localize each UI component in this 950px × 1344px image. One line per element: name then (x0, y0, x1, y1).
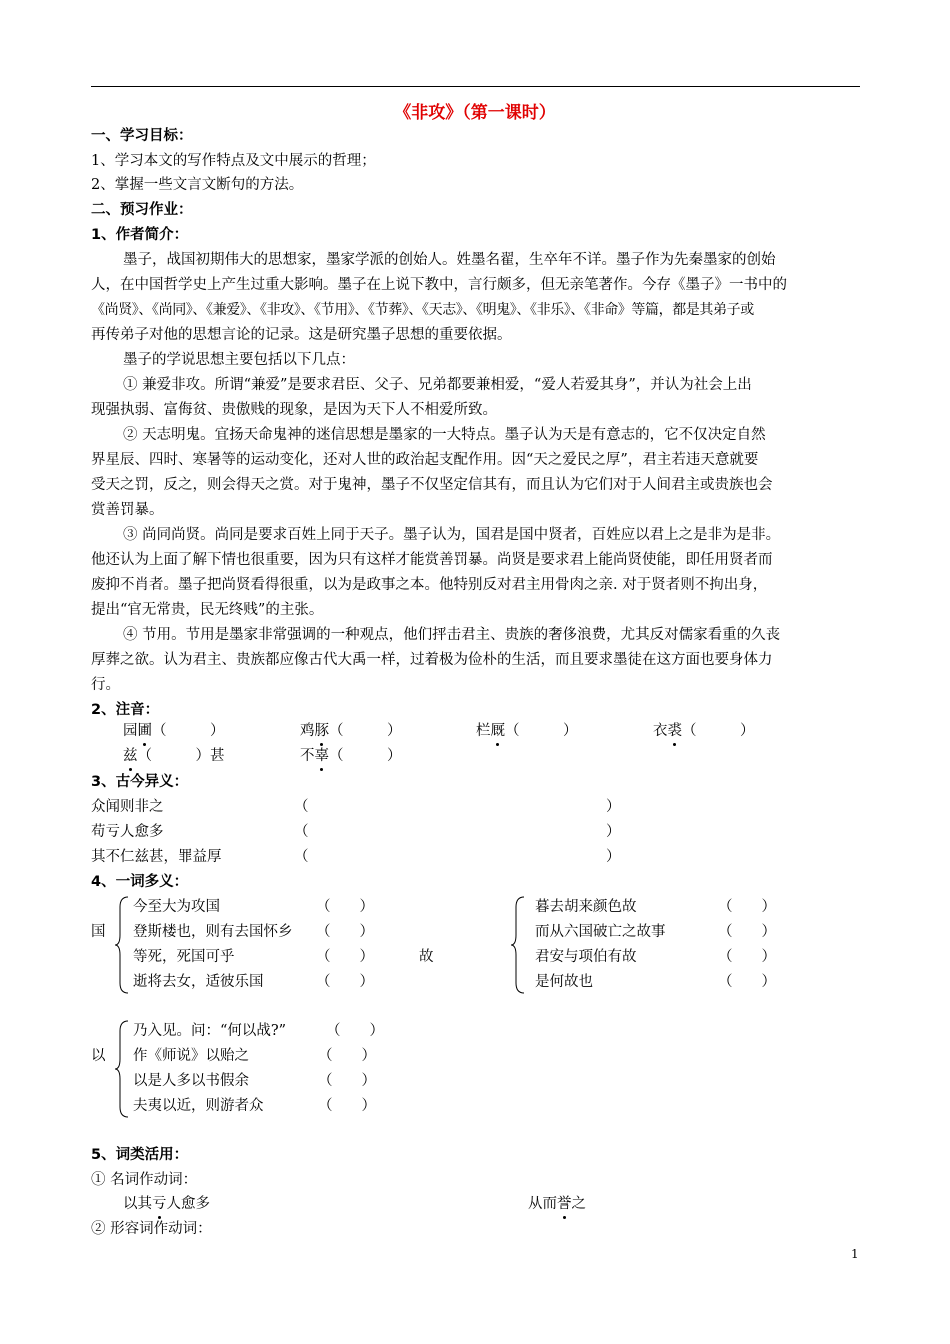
answer-blank: （ ） (718, 899, 776, 915)
point-line: 行。 (91, 677, 120, 693)
polysemy-word-guo: 国 (91, 924, 106, 940)
answer-blank: （ ） (318, 1073, 376, 1089)
wordclass-noun: ① 名词作动词： (91, 1172, 198, 1188)
author-paragraph-line: 人，在中国哲学史上产生过重大影响。墨子在上说下教中，言行颇多，但无亲笔著作。今存《墨子》一书中的 (91, 277, 787, 293)
wordclass-example: 从而誉之 (528, 1196, 586, 1212)
polysemy-word-yi: 以 (91, 1048, 106, 1064)
author-paragraph-line: 再传弟子对他的思想言论的记录。这是研究墨子思想的重要依据。 (91, 327, 512, 343)
goal-item: 1、学习本文的写作特点及文中展示的哲理； (91, 153, 376, 169)
gujin-item: 众闻则非之 (91, 799, 164, 815)
section-heading-preview: 二、预习作业： (91, 202, 193, 218)
answer-blank: （ ） (316, 974, 374, 990)
polysemy-item: 登斯楼也，则有去国怀乡 (133, 924, 293, 940)
subheading-gujin: 3、古今异义： (91, 774, 189, 790)
polysemy-item: 是何故也 (535, 974, 593, 990)
point-line: 提出“官无常贵，民无终贱”的主张。 (91, 602, 324, 618)
point-line: ③ 尚同尚贤。尚同是要求百姓上同于天子。墨子认为，国君是国中贤者，百姓应以君上之是非为是非。 (123, 527, 781, 543)
answer-blank: （ ） (318, 1048, 376, 1064)
polysemy-word-gu: 故 (419, 949, 434, 965)
polysemy-item: 而从六国破亡之故事 (535, 924, 666, 940)
section-heading-goals: 一、学习目标： (91, 128, 193, 144)
polysemy-item: 今至大为攻国 (133, 899, 220, 915)
author-paragraph-line: 墨子，战国初期伟大的思想家，墨家学派的创始人。姓墨名翟，生卒年不详。墨子作为先秦墨家的创始 (123, 252, 776, 268)
point-line: 他还认为上面了解下情也很重要，因为只有这样才能赏善罚暴。尚贤是要求君上能尚贤使能，即任用贤者而 (91, 552, 773, 568)
pinyin-item: 不辜（ ） (300, 748, 402, 764)
answer-close-paren: ） (606, 849, 621, 865)
page-title: 《非攻》（第一课时） (394, 103, 556, 123)
point-line: ② 天志明鬼。宜扬天命鬼神的迷信思想是墨家的一大特点。墨子认为天是有意志的，它不仅决定自然 (123, 427, 766, 443)
left-brace-icon (114, 1019, 130, 1119)
point-line: ① 兼爱非攻。所谓“兼爱”是要求君臣、父子、兄弟都要兼相爱，“爱人若爱其身”，并认为社会上出 (123, 377, 752, 393)
polysemy-item: 暮去胡来颜色故 (535, 899, 637, 915)
polysemy-item: 夫夷以近，则游者众 (133, 1098, 264, 1114)
wordclass-example: 以其亏人愈多 (123, 1196, 210, 1212)
answer-blank: （ ） (318, 1098, 376, 1114)
answer-blank: （ ） (718, 974, 776, 990)
left-brace-icon (114, 895, 130, 995)
gujin-item: 苟亏人愈多 (91, 824, 164, 840)
answer-blank: （ ） (316, 899, 374, 915)
answer-blank: （ ） (326, 1023, 384, 1039)
answer-blank: （ ） (316, 924, 374, 940)
answer-open-paren: （ (294, 849, 309, 865)
point-line: 现强执弱、富侮贫、贵傲贱的现象，是因为天下人不相爱所致。 (91, 402, 497, 418)
polysemy-item: 等死，死国可乎 (133, 949, 235, 965)
pinyin-item: 园圃（ ） (123, 723, 225, 739)
gujin-item: 其不仁兹甚，罪益厚 (91, 849, 222, 865)
point-line: 赏善罚暴。 (91, 502, 164, 518)
point-line: 厚葬之欲。认为君主、贵族都应像古代大禹一样，过着极为俭朴的生活，而且要求墨徒在这方面也要身体力 (91, 652, 773, 668)
pinyin-item: 鸡豚（ ） (300, 723, 402, 739)
goal-item: 2、掌握一些文言文断句的方法。 (91, 177, 304, 193)
page-number: 1 (851, 1247, 859, 1261)
points-intro: 墨子的学说思想主要包括以下几点： (123, 352, 355, 368)
point-line: 界星辰、四时、寒暑等的运动变化，还对人世的政治起支配作用。因“天之爱民之厚”，君主若违天意就要 (91, 452, 759, 468)
answer-blank: （ ） (718, 924, 776, 940)
subheading-wordclass: 5、词类活用： (91, 1147, 189, 1163)
point-line: ④ 节用。节用是墨家非常强调的一种观点，他们抨击君主、贵族的奢侈浪费，尤其反对儒家看重的久丧 (123, 627, 781, 643)
answer-close-paren: ） (606, 824, 621, 840)
polysemy-item: 以是人多以书假余 (133, 1073, 249, 1089)
author-paragraph-line: 《尚贤》、《尚同》、《兼爱》、《非攻》、《节用》、《节葬》、《天志》、《明鬼》、《非乐》、《非命》等篇，都是其弟子或 (91, 302, 754, 318)
answer-open-paren: （ (294, 824, 309, 840)
subheading-pinyin: 2、注音： (91, 702, 160, 718)
polysemy-item: 逝将去女，适彼乐国 (133, 974, 264, 990)
wordclass-adj: ② 形容词作动词： (91, 1221, 212, 1237)
polysemy-item: 君安与项伯有故 (535, 949, 637, 965)
answer-blank: （ ） (316, 949, 374, 965)
point-line: 废抑不肖者。墨子把尚贤看得很重，以为是政事之本。他特别反对君主用骨肉之亲. 对于贤者则不拘出身， (91, 577, 768, 593)
point-line: 受天之罚，反之，则会得天之赏。对于鬼神，墨子不仅坚定信其有，而且认为它们对于人间君主或贵族也会 (91, 477, 773, 493)
answer-close-paren: ） (606, 799, 621, 815)
pinyin-item: 兹（ ）甚 (123, 748, 225, 764)
left-brace-icon (510, 895, 526, 995)
pinyin-item: 栏厩（ ） (476, 723, 578, 739)
subheading-author: 1、作者简介： (91, 227, 189, 243)
subheading-polysemy: 4、一词多义： (91, 874, 189, 890)
pinyin-item: 衣裘（ ） (653, 723, 755, 739)
top-rule (91, 86, 860, 87)
polysemy-item: 乃入见。问：“何以战?” (133, 1023, 287, 1039)
answer-blank: （ ） (718, 949, 776, 965)
answer-open-paren: （ (294, 799, 309, 815)
polysemy-item: 作《师说》以贻之 (133, 1048, 249, 1064)
